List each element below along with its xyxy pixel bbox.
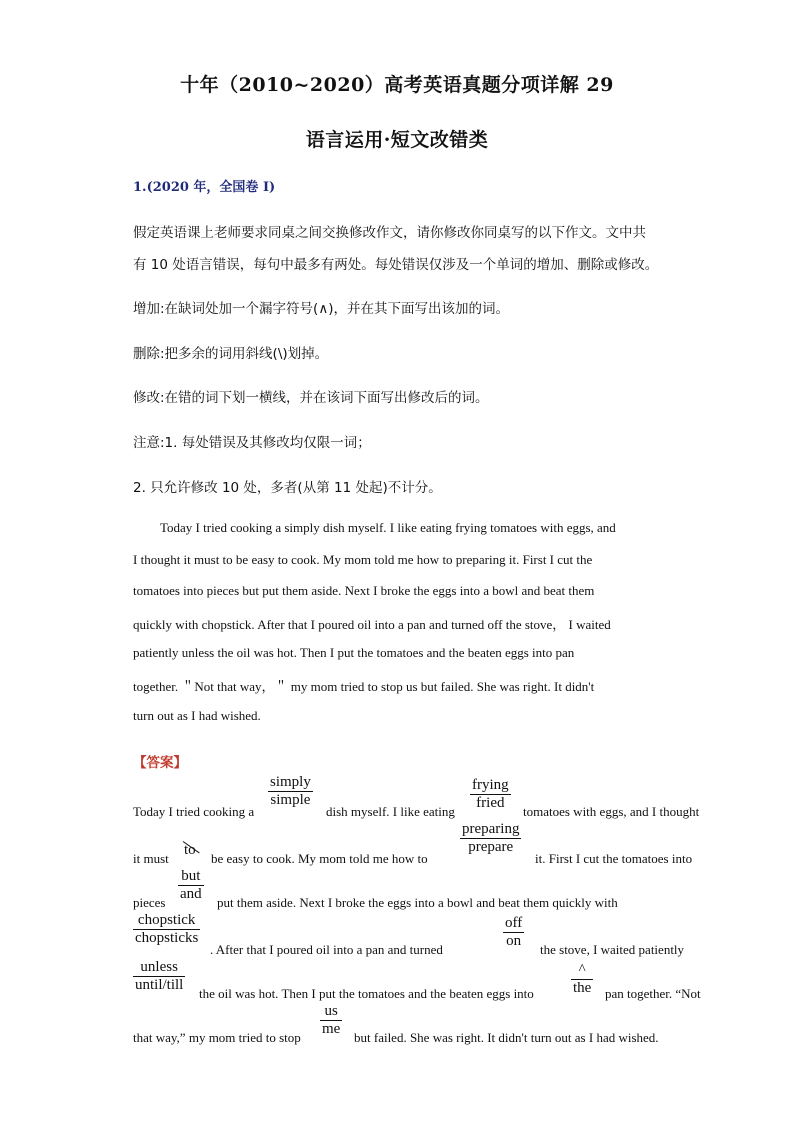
correction-chopstick — [133, 912, 200, 947]
answer-text: dish myself. I like eating — [326, 804, 455, 819]
passage-line: tomatoes into pieces but put them aside. Next I broke the eggs into a bowl and beat them — [133, 583, 595, 598]
answer-text: the stove, I waited patiently — [540, 942, 685, 957]
answer-text: pan together. “Not — [605, 986, 701, 1001]
answer-text: it. First I cut the tomatoes into — [535, 851, 693, 866]
wrong-word: us — [324, 1003, 338, 1019]
instruction-add: 增加:在缺词处加一个漏字符号(∧)，并在其下面写出该加的词。 — [133, 301, 509, 317]
instruction-line: 有 10 处语言错误，每句中最多有两处。每处错误仅涉及一个单词的增加、删除或修改。 — [133, 257, 659, 273]
instruction-delete: 删除:把多余的词用斜线(\)划掉。 — [133, 346, 329, 362]
instruction-modify: 修改:在错的词下划一横线，并在该词下面写出修改后的词。 — [133, 390, 489, 406]
passage-line: turn out as I had wished. — [133, 708, 261, 723]
corrected-word: prepare — [468, 839, 514, 855]
page-title: 十年（2010~2020）高考英语真题分项详解 29 — [180, 74, 614, 96]
passage-line: quickly with chopstick. After that I poured oil into a pan and turned off the stove， I waited — [133, 617, 611, 632]
correction-unless — [133, 959, 185, 994]
instruction-note-2: 2. 只允许修改 10 处，多者(从第 11 处起)不计分。 — [133, 480, 442, 496]
passage-line: I thought it must to be easy to cook. My mom told me how to preparing it. First I cut the — [133, 552, 593, 567]
correction-preparing — [460, 821, 521, 856]
answer-text: it must — [133, 851, 169, 866]
wrong-word: unless — [140, 959, 178, 975]
corrected-word: and — [180, 886, 202, 902]
passage-line: patiently unless the oil was hot. Then I put the tomatoes and the beaten eggs into pan — [133, 645, 575, 660]
corrected-word: on — [506, 933, 522, 949]
question-label: 1.(2020 年，全国卷 I) — [133, 180, 276, 195]
answer-text: but failed. She was right. It didn't turn out as I had wished. — [354, 1030, 659, 1045]
answer-text: pieces — [133, 895, 166, 910]
insert-caret: ^ — [578, 962, 586, 978]
answer-text: . After that I poured oil into a pan and turned — [210, 942, 443, 957]
corrected-word: chopsticks — [135, 930, 199, 946]
instruction-note-1: 注意:1. 每处错误及其修改均仅限一词； — [133, 435, 371, 451]
correction-insert-the — [571, 962, 593, 997]
instruction-line: 假定英语课上老师要求同桌之间交换修改作文，请你修改你同桌写的以下作文。文中共 — [133, 225, 646, 241]
corrected-word: fried — [476, 795, 505, 811]
wrong-word: but — [181, 868, 201, 884]
answer-text: tomatoes with eggs, and I thought — [523, 804, 700, 819]
correction-simply — [268, 774, 313, 809]
deleted-word: to — [184, 842, 196, 858]
wrong-word: chopstick — [137, 912, 196, 928]
wrong-word: simply — [270, 774, 311, 790]
passage-line: Today I tried cooking a simply dish myself. I like eating frying tomatoes with eggs, and — [160, 520, 616, 535]
corrected-word: simple — [270, 792, 311, 808]
corrected-word: me — [322, 1021, 341, 1037]
passage-line: together. ＂Not that way，＂ my mom tried to stop us but failed. She was right. It didn't — [133, 679, 595, 694]
answer-text: the oil was hot. Then I put the tomatoes and the beaten eggs into — [199, 986, 534, 1001]
wrong-word: preparing — [462, 821, 520, 837]
wrong-word: frying — [472, 777, 509, 793]
correction-off — [503, 915, 524, 950]
answer-label: 【答案】 — [133, 755, 187, 771]
correction-frying — [470, 777, 511, 812]
page-subtitle: 语言运用·短文改错类 — [305, 129, 489, 151]
answer-text: Today I tried cooking a — [133, 804, 255, 819]
inserted-word: the — [573, 980, 592, 996]
answer-text: be easy to cook. My mom told me how to — [211, 851, 428, 866]
correction-but — [178, 868, 204, 903]
wrong-word: off — [505, 915, 523, 931]
correction-us — [320, 1003, 342, 1038]
corrected-word: until/till — [135, 977, 184, 993]
answer-text: put them aside. Next I broke the eggs into a bowl and beat them quickly with — [217, 895, 618, 910]
answer-text: that way,” my mom tried to stop — [133, 1030, 301, 1045]
